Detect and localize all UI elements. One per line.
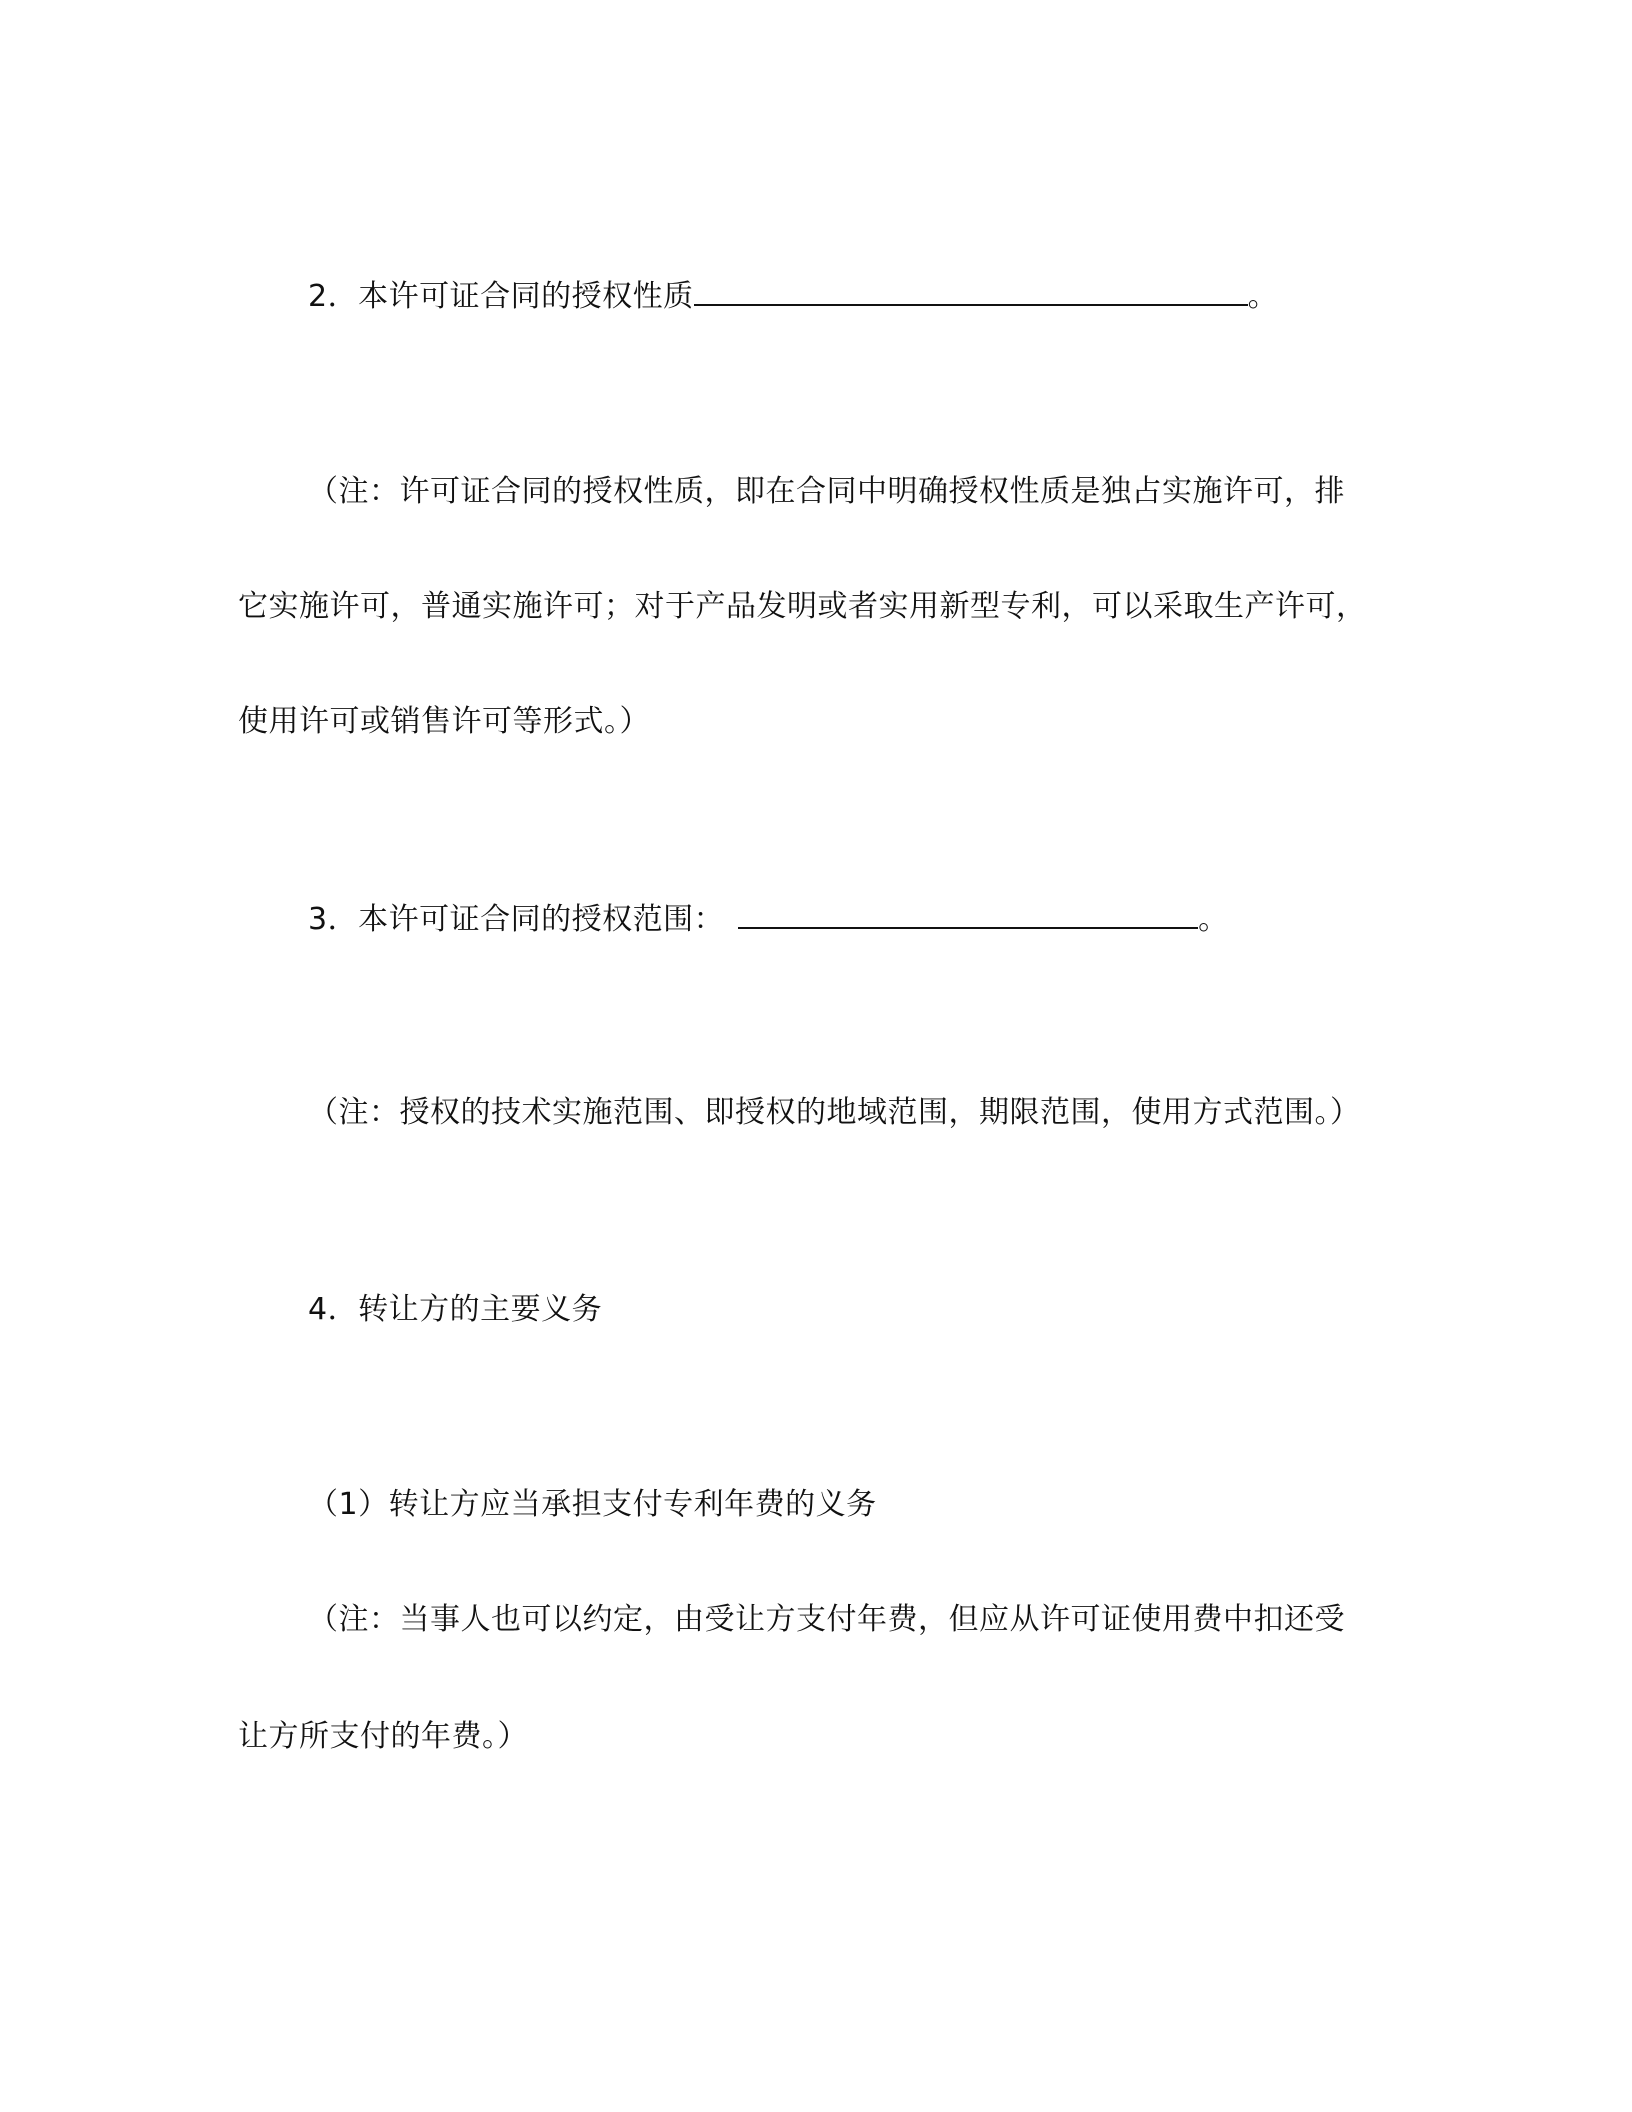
clause-4-1: （1）转让方应当承担支付专利年费的义务 [308, 1487, 877, 1522]
clause-2-blank-field[interactable] [694, 276, 1248, 306]
clause-3-blank-field[interactable] [738, 899, 1198, 929]
clause-4-heading: 4．转让方的主要义务 [308, 1292, 603, 1327]
note-2-line-1: （注：许可证合同的授权性质，即在合同中明确授权性质是独占实施许可，排 [308, 474, 1345, 509]
clause-3-text: 3．本许可证合同的授权范围： [308, 902, 725, 937]
note-4-1-line-2: 让方所支付的年费。） [238, 1719, 528, 1754]
clause-2-text: 2．本许可证合同的授权性质 [308, 279, 694, 314]
note-3-line-1: （注：授权的技术实施范围、即授权的地域范围，期限范围，使用方式范围。） [308, 1095, 1361, 1130]
clause-3 [308, 899, 1229, 940]
clause-2-end: 。 [1247, 279, 1279, 314]
note-4-1-line-1: （注：当事人也可以约定，由受让方支付年费，但应从许可证使用费中扣还受 [308, 1602, 1345, 1637]
clause-2 [308, 276, 1278, 317]
note-2-line-3: 使用许可或销售许可等形式。） [238, 704, 650, 739]
clause-3-end: 。 [1198, 902, 1229, 937]
note-2-line-2: 它实施许可，普通实施许可；对于产品发明或者实用新型专利，可以采取生产许可， [238, 589, 1367, 624]
